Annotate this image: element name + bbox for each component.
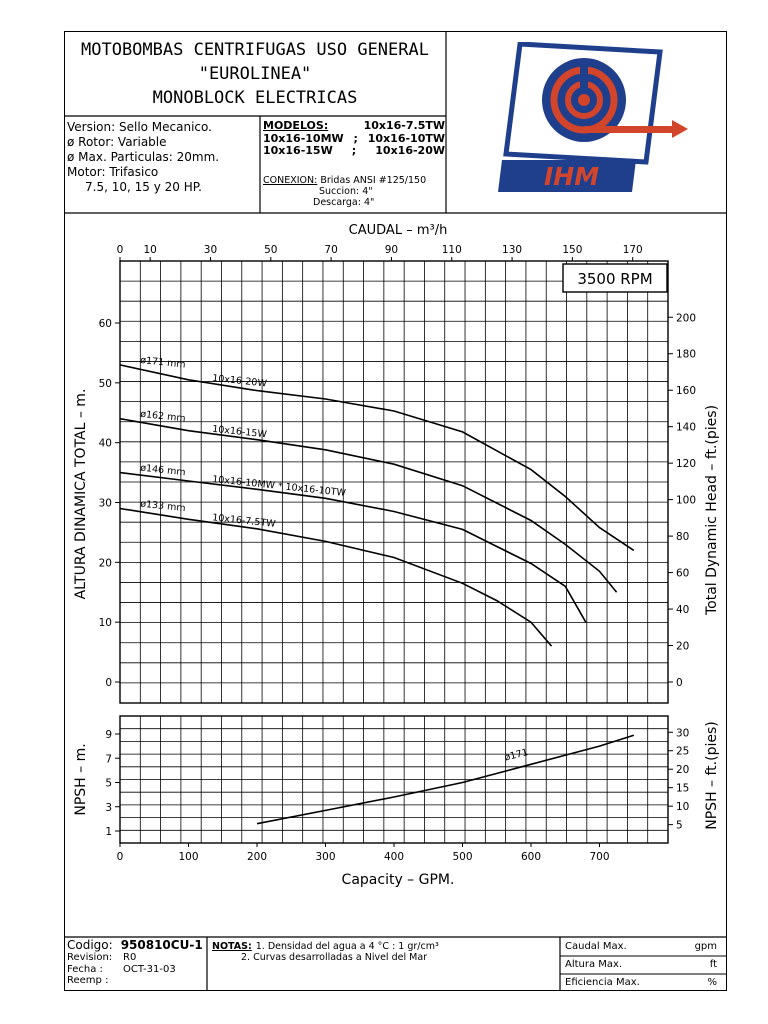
footer-code-block bbox=[67, 939, 205, 987]
date-label: Fecha : bbox=[67, 963, 103, 975]
series-diameter-label: ø162 mm bbox=[139, 408, 187, 425]
max-head-label: Altura Max. bbox=[565, 959, 623, 970]
spec-version: Version: Sello Mecanico. bbox=[67, 120, 212, 134]
npsh-y-right-axis-tick-label: 5 bbox=[676, 819, 683, 832]
y-right-axis-tick-label: 100 bbox=[676, 494, 697, 507]
series-diameter-label: ø171 mm bbox=[139, 354, 187, 371]
npsh-y-axis-tick-label: 5 bbox=[105, 777, 112, 790]
y-axis-tick-label: 30 bbox=[98, 497, 112, 510]
npsh-y-right-axis-title: NPSH – ft.(pies) bbox=[704, 721, 720, 830]
y-right-axis-tick-label: 180 bbox=[676, 348, 697, 361]
connection-label: CONEXION: bbox=[263, 175, 318, 186]
x-axis-title: Capacity – GPM. bbox=[341, 872, 455, 888]
x-axis-tick-label: 600 bbox=[520, 851, 542, 863]
title-line-1: MOTOBOMBAS CENTRIFUGAS USO GENERAL bbox=[81, 40, 429, 60]
series-model-label: 10x16-20W bbox=[211, 372, 268, 390]
npsh-y-axis-tick-label: 9 bbox=[105, 729, 112, 741]
y-right-axis-tick-label: 40 bbox=[676, 604, 690, 617]
connection-discharge: Descarga: 4" bbox=[313, 197, 375, 208]
series-line bbox=[120, 419, 617, 593]
logo-text: IHM bbox=[544, 162, 600, 191]
y-axis-tick-label: 10 bbox=[98, 617, 112, 630]
series-model-label: 10x16-10MW * 10x16-10TW bbox=[211, 474, 347, 499]
y-axis-tick-label: 40 bbox=[98, 437, 112, 450]
y-right-axis-tick-label: 80 bbox=[676, 531, 690, 544]
series-model-label: 10x16-15W bbox=[211, 423, 268, 441]
top-axis-tick-label: 130 bbox=[502, 244, 523, 256]
code-value: 950810CU-1 bbox=[120, 938, 203, 952]
y-axis-tick-label: 60 bbox=[98, 318, 112, 330]
y-right-axis-tick-label: 140 bbox=[676, 421, 697, 434]
npsh-y-axis-tick-label: 7 bbox=[105, 753, 112, 766]
notes-label: NOTAS: bbox=[212, 941, 252, 952]
y-axis-tick-label: 50 bbox=[98, 377, 112, 390]
top-axis-tick-label: 150 bbox=[562, 244, 583, 256]
y-right-axis-tick-label: 200 bbox=[676, 312, 697, 325]
revision-label: Revision: bbox=[67, 952, 113, 963]
npsh-y-axis-tick-label: 3 bbox=[105, 801, 112, 814]
top-axis-tick-label: 110 bbox=[441, 244, 462, 256]
spec-motor: Motor: Trifasico bbox=[67, 165, 159, 179]
date-value: OCT-31-03 bbox=[123, 963, 176, 975]
y-axis-tick-label: 20 bbox=[98, 557, 112, 570]
x-axis-tick-label: 100 bbox=[178, 851, 199, 863]
npsh-y-axis-title: NPSH – m. bbox=[73, 743, 89, 816]
x-axis-tick-label: 400 bbox=[383, 851, 405, 863]
max-eff-unit: % bbox=[707, 977, 717, 988]
top-axis-tick-label: 70 bbox=[324, 244, 338, 256]
footer-notes bbox=[212, 941, 557, 963]
models-label: MODELOS: bbox=[263, 119, 329, 132]
npsh-y-right-axis-tick-label: 25 bbox=[676, 745, 690, 758]
npsh-y-axis-tick-label: 1 bbox=[105, 826, 112, 838]
y-right-axis-tick-label: 120 bbox=[676, 458, 697, 471]
y-axis-tick-label: 0 bbox=[105, 677, 112, 689]
connection-text: Bridas ANSI #125/150 bbox=[320, 175, 427, 186]
max-head-unit: ft bbox=[709, 959, 717, 970]
note-2: 2. Curvas desarrolladas a Nivel del Mar bbox=[241, 952, 428, 963]
max-eff-label: Eficiencia Max. bbox=[565, 977, 640, 988]
code-label: Codigo: bbox=[67, 938, 113, 952]
npsh-y-right-axis-tick-label: 30 bbox=[676, 727, 690, 740]
model-10x16-20w: 10x16-20W bbox=[375, 144, 445, 157]
model-separator: ; bbox=[351, 144, 357, 157]
model-10x16-15w: 10x16-15W bbox=[263, 144, 333, 157]
spec-rotor: ø Rotor: Variable bbox=[67, 135, 167, 149]
title-line-2: "EUROLINEA" bbox=[198, 64, 312, 84]
spec-particles: ø Max. Particulas: 20mm. bbox=[67, 150, 220, 164]
title-line-3: MONOBLOCK ELECTRICAS bbox=[152, 88, 358, 108]
y-right-axis-title: Total Dynamic Head – ft.(pies) bbox=[704, 404, 720, 616]
npsh-y-right-axis-tick-label: 15 bbox=[676, 782, 690, 795]
x-axis-tick-label: 500 bbox=[452, 851, 473, 863]
series-diameter-label: ø146 mm bbox=[139, 462, 187, 479]
x-axis-tick-label: 700 bbox=[589, 851, 610, 863]
y-right-axis-tick-label: 20 bbox=[676, 640, 690, 653]
model-10x16-10mw: 10x16-10MW bbox=[263, 131, 344, 145]
top-axis-tick-label: 90 bbox=[384, 244, 399, 256]
connection-suction: Succion: 4" bbox=[319, 186, 373, 197]
top-axis-tick-label: 50 bbox=[264, 244, 278, 256]
spec-hp: 7.5, 10, 15 y 20 HP. bbox=[85, 180, 202, 194]
footer-max-values bbox=[565, 941, 717, 995]
y-right-axis-tick-label: 0 bbox=[676, 677, 683, 689]
revision-value: R0 bbox=[123, 952, 137, 963]
model-10x16-7-5tw: 10x16-7.5TW bbox=[363, 119, 445, 132]
replace-label: Reemp : bbox=[67, 975, 109, 986]
y-right-axis-tick-label: 60 bbox=[676, 567, 690, 580]
x-axis-tick-label: 200 bbox=[246, 851, 268, 863]
model-10x16-10tw: 10x16-10TW bbox=[367, 131, 445, 145]
x-axis-tick-label: 0 bbox=[116, 851, 124, 863]
note-1: 1. Densidad del agua a 4 °C : 1 gr/cm³ bbox=[255, 941, 439, 952]
max-flow-unit: gpm bbox=[694, 941, 717, 952]
y-right-axis-tick-label: 160 bbox=[676, 385, 697, 398]
series-model-label: 10x16-7.5TW bbox=[211, 512, 277, 530]
npsh-y-right-axis-tick-label: 10 bbox=[676, 801, 690, 814]
max-flow-label: Caudal Max. bbox=[565, 941, 627, 952]
model-separator: ; bbox=[353, 131, 358, 145]
top-axis-tick-label: 0 bbox=[116, 244, 124, 256]
npsh-y-right-axis-tick-label: 20 bbox=[676, 764, 690, 777]
y-axis-title: ALTURA DINAMICA TOTAL – m. bbox=[73, 388, 89, 600]
top-axis-tick-label: 10 bbox=[143, 244, 157, 256]
series-diameter-label: ø133 mm bbox=[139, 498, 187, 515]
top-axis-tick-label: 30 bbox=[203, 244, 218, 256]
series-line bbox=[120, 509, 552, 647]
top-axis-tick-label: 170 bbox=[622, 244, 643, 256]
npsh-series-label: ø171 bbox=[503, 747, 530, 764]
top-axis-title: CAUDAL – m³/h bbox=[348, 223, 448, 238]
x-axis-tick-label: 300 bbox=[315, 851, 336, 863]
rpm-label: 3500 RPM bbox=[577, 270, 653, 288]
